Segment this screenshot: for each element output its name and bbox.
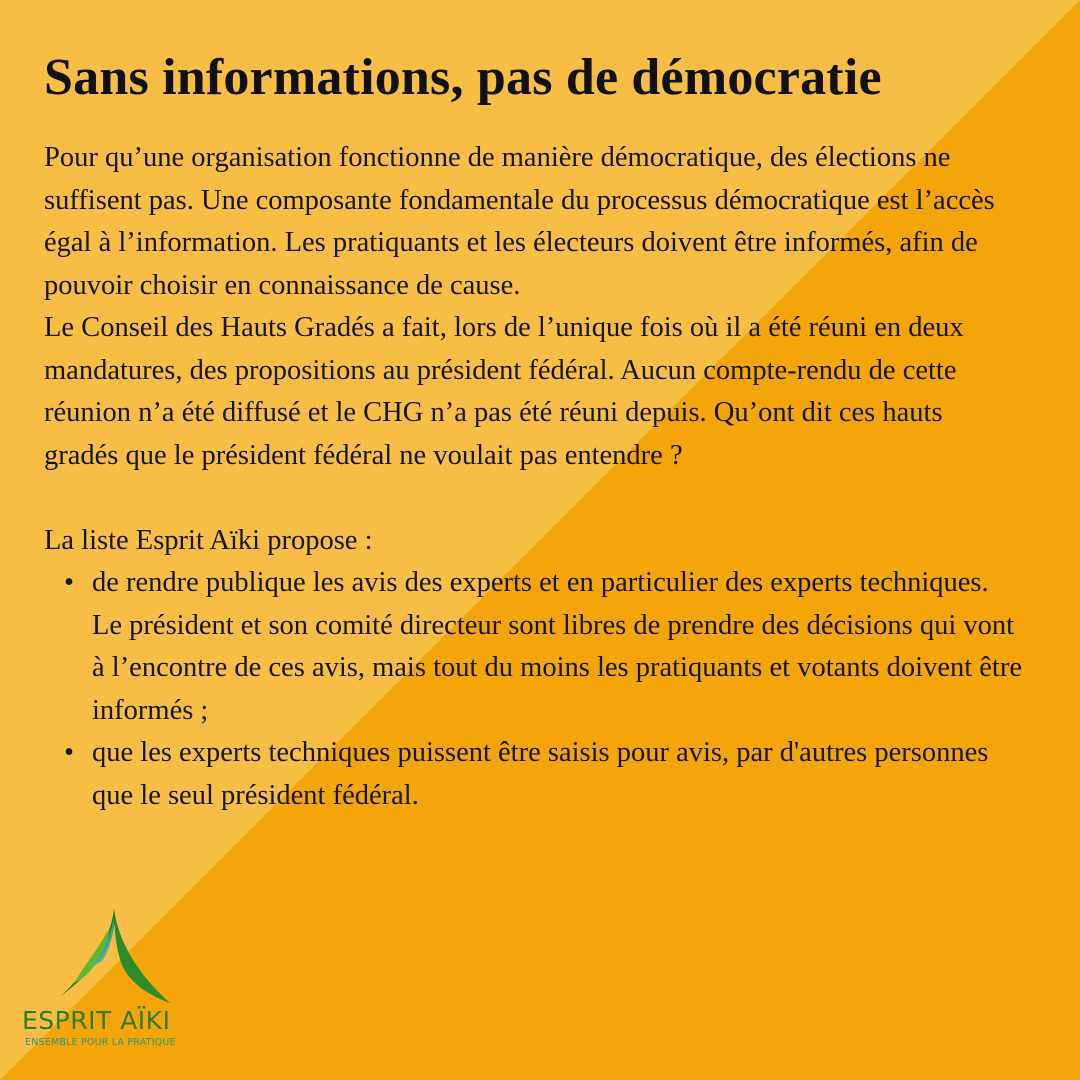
list-item: [44, 732, 1024, 817]
paragraph-council: Le Conseil des Hauts Gradés a fait, lors de l’unique fois où il a été réuni en deux mandatures, des propositions au président fédéral. Aucun compte-rendu de cette réunion n’a été diffusé et le CHG n’a pas été réuni depuis. Qu’ont dit ces hauts gradés que le président fédéral ne voulait pas entendre ?: [44, 312, 964, 471]
list-item-text: de rendre publique les avis des experts et en particulier des experts techniques. Le président et son comité directeur sont libres de prendre des décisions qui vont à l’encontre de ces avis, mais tout du moins les pratiquants et votants doivent être informés ;: [92, 567, 1022, 726]
logo-tagline: ENSEMBLE POUR LA PRATIQUE: [25, 1037, 176, 1048]
paragraph-democracy: Pour qu’une organisation fonctionne de manière démocratique, des élections ne suffisent pas. Une composante fondamentale du processus démocratique est l’accès égal à l’information. Les pratiquants et les électeurs doivent être informés, afin de pouvoir choisir en connaissance de cause.: [44, 142, 995, 301]
proposal-intro: La liste Esprit Aïki propose :: [44, 524, 373, 556]
proposal-list: [44, 562, 1024, 817]
list-item-text: que les experts techniques puissent être saisis pour avis, par d'autres personnes que le seul président fédéral.: [92, 737, 989, 811]
bullet-icon: •: [64, 737, 74, 768]
esprit-aiki-logo: [22, 905, 202, 1055]
bullet-icon: •: [64, 567, 74, 598]
paragraph-spacer: [44, 477, 1024, 520]
logo-wordmark: ESPRIT AÏKI: [22, 1006, 171, 1035]
mountain-leaf-logo-icon: [52, 905, 172, 1005]
article-body: [44, 137, 1024, 817]
list-item: [44, 562, 1024, 732]
page-title: Sans informations, pas de démocratie: [44, 49, 882, 106]
